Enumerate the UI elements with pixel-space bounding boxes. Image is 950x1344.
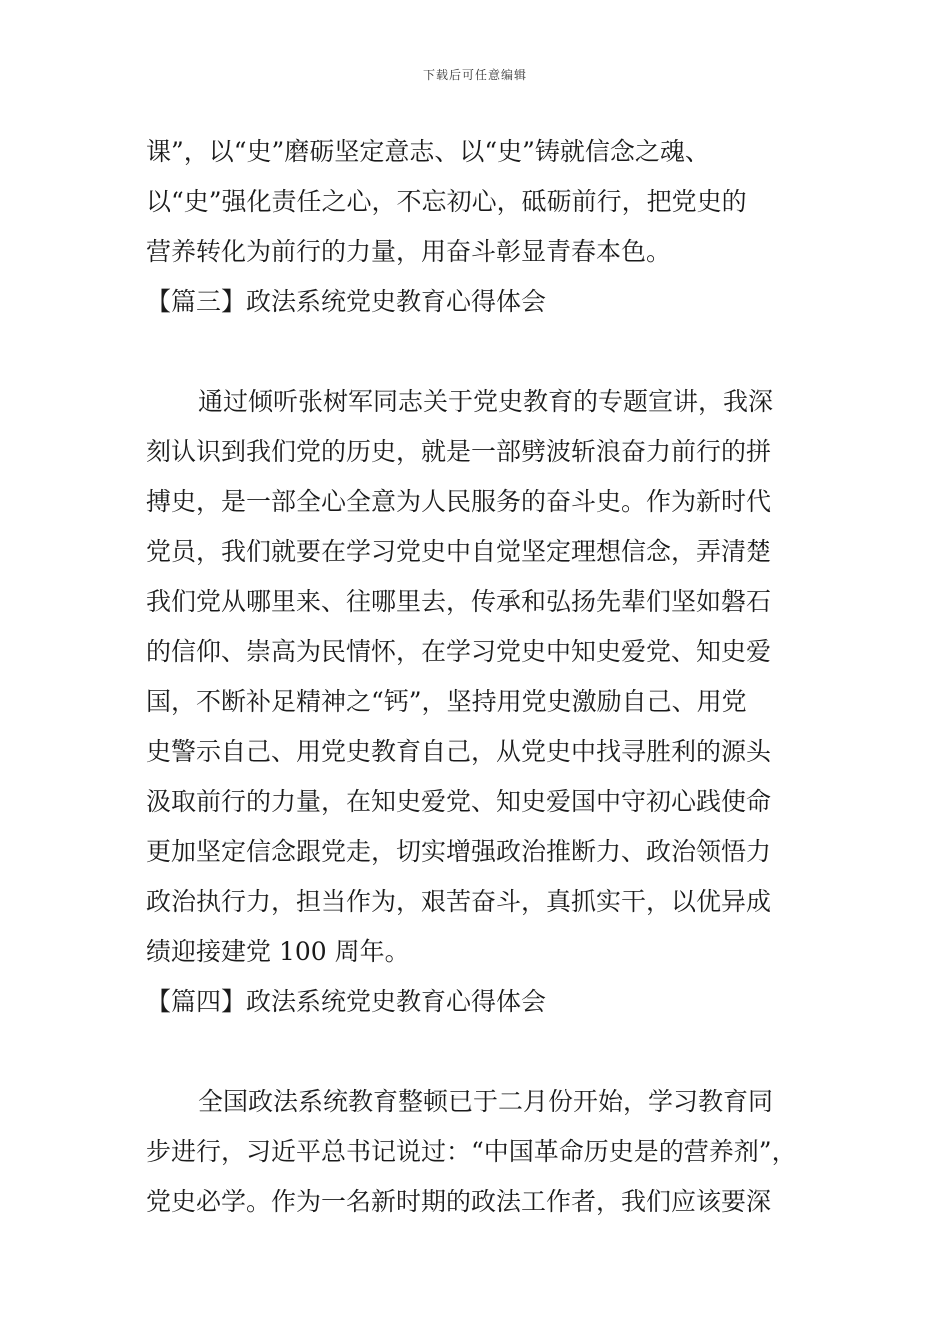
document-body <box>146 127 806 1227</box>
blank-line <box>146 327 806 377</box>
text-line: 全国政法系统教育整顿已于二月份开始，学习教育同 <box>198 1087 774 1116</box>
text-line: 刻认识到我们党的历史，就是一部劈波斩浪奋力前行的拼 <box>146 437 772 466</box>
text-line: 营养转化为前行的力量，用奋斗彰显青春本色。 <box>146 237 672 266</box>
text-line: 的信仰、崇高为民情怀，在学习党史中知史爱党、知史爱 <box>146 637 772 666</box>
section-heading-part4: 【篇四】政法系统党史教育心得体会 <box>146 987 547 1016</box>
text-line: 史警示自己、用党史教育自己，从党史中找寻胜利的源头 <box>146 737 772 766</box>
text-line: 汲取前行的力量，在知史爱党、知史爱国中守初心践使命 <box>146 787 772 816</box>
text-line: 党史必学。作为一名新时期的政法工作者，我们应该要深 <box>146 1187 772 1216</box>
page-header: 下载后可任意编辑 <box>422 68 527 82</box>
blank-line <box>146 1027 806 1077</box>
text-line: 步进行，习近平总书记说过：“中国革命历史是的营养剂”， <box>146 1137 797 1166</box>
text-line: 政治执行力，担当作为，艰苦奋斗，真抓实干，以优异成 <box>146 887 772 916</box>
section-heading-part3: 【篇三】政法系统党史教育心得体会 <box>146 287 547 316</box>
text-line: 课”，以“史”磨砺坚定意志、以“史”铸就信念之魂、 <box>146 137 710 166</box>
text-line: 通过倾听张树军同志关于党史教育的专题宣讲，我深 <box>198 387 774 416</box>
text-line: 国，不断补足精神之“钙”，坚持用党史激励自己、用党 <box>146 687 747 716</box>
text-line: 搏史，是一部全心全意为人民服务的奋斗史。作为新时代 <box>146 487 772 516</box>
text-line: 以“史”强化责任之心，不忘初心，砥砺前行，把党史的 <box>146 187 747 216</box>
text-line: 我们党从哪里来、往哪里去，传承和弘扬先辈们坚如磐石 <box>146 587 772 616</box>
text-line: 更加坚定信念跟党走，切实增强政治推断力、政治领悟力 <box>146 837 772 866</box>
text-line: 党员，我们就要在学习党史中自觉坚定理想信念，弄清楚 <box>146 537 772 566</box>
text-line: 绩迎接建党 100 周年。 <box>146 937 410 966</box>
